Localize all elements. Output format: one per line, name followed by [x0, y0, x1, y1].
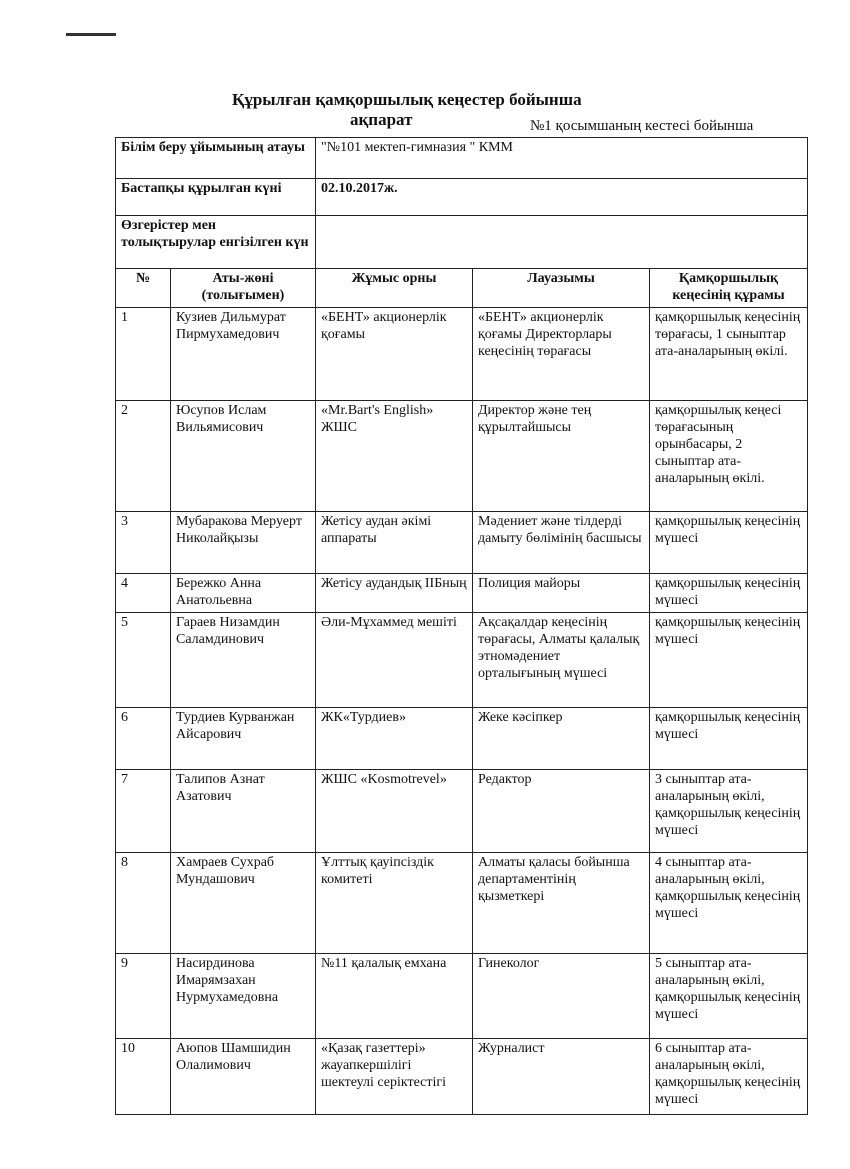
changes-row [116, 216, 808, 269]
org-label: Білім беру ұйымының атауы [116, 138, 316, 179]
member-workplace: №11 қалалық емхана [316, 954, 473, 1039]
member-workplace: Әли-Мұхаммед мешіті [316, 613, 473, 708]
member-council-role: 6 сыныптар ата-аналарының өкілі, қамқоршылық кеңесінің мүшесі [650, 1039, 808, 1115]
row-number: 2 [116, 401, 171, 512]
member-name: Хамраев Сухраб Мундашович [171, 853, 316, 954]
row-number: 9 [116, 954, 171, 1039]
member-workplace: «Mr.Bart's English» ЖШС [316, 401, 473, 512]
member-position: Алматы қаласы бойынша департаментінің қызметкері [473, 853, 650, 954]
member-name: Юсупов Ислам Вильямисович [171, 401, 316, 512]
member-position: Жеке кәсіпкер [473, 708, 650, 770]
table-row [116, 1039, 808, 1115]
founded-label: Бастапқы құрылған күні [116, 179, 316, 216]
member-council-role: 4 сыныптар ата-аналарының өкілі, қамқоршылық кеңесінің мүшесі [650, 853, 808, 954]
member-council-role: қамқоршылық кеңесінің мүшесі [650, 512, 808, 574]
col-name-header: Аты-жөні (толығымен) [171, 269, 316, 308]
col-position-header: Лауазымы [473, 269, 650, 308]
member-name: Турдиев Курванжан Айсарович [171, 708, 316, 770]
member-position: Полиция майоры [473, 574, 650, 613]
row-number: 8 [116, 853, 171, 954]
member-council-role: қамқоршылық кеңесінің мүшесі [650, 574, 808, 613]
member-name: Аюпов Шамшидин Олалимович [171, 1039, 316, 1115]
org-row [116, 138, 808, 179]
member-workplace: «БЕНТ» акционерлік қоғамы [316, 308, 473, 401]
row-number: 10 [116, 1039, 171, 1115]
member-council-role: 3 сыныптар ата-аналарының өкілі, қамқоршылық кеңесінің мүшесі [650, 770, 808, 853]
table-row [116, 708, 808, 770]
member-council-role: қамқоршылық кеңесінің мүшесі [650, 613, 808, 708]
member-name: Бережко Анна Анатольевна [171, 574, 316, 613]
row-number: 6 [116, 708, 171, 770]
table-header-row [116, 269, 808, 308]
member-council-role: қамқоршылық кеңесі төрағасының орынбасары, 2 сыныптар ата-аналарының өкілі. [650, 401, 808, 512]
row-number: 5 [116, 613, 171, 708]
member-council-role: қамқоршылық кеңесінің мүшесі [650, 708, 808, 770]
member-name: Кузиев Дильмурат Пирмухамедович [171, 308, 316, 401]
row-number: 4 [116, 574, 171, 613]
table-row [116, 512, 808, 574]
founded-row [116, 179, 808, 216]
table-row [116, 308, 808, 401]
council-table [115, 137, 808, 1115]
member-workplace: ЖШС «Kosmotrevel» [316, 770, 473, 853]
table-row [116, 613, 808, 708]
row-number: 7 [116, 770, 171, 853]
page-title: Құрылған қамқоршылық кеңестер бойынша [232, 90, 582, 109]
founded-value: 02.10.2017ж. [316, 179, 808, 216]
table-row [116, 770, 808, 853]
row-number: 3 [116, 512, 171, 574]
member-position: Директор және тең құрылтайшысы [473, 401, 650, 512]
scan-artifact [66, 33, 116, 36]
member-workplace: Жетісу аудан әкімі аппараты [316, 512, 473, 574]
member-workplace: Ұлттық қауіпсіздік комитеті [316, 853, 473, 954]
member-council-role: 5 сыныптар ата-аналарының өкілі, қамқоршылық кеңесінің мүшесі [650, 954, 808, 1039]
member-name: Мубаракова Меруерт Николайқызы [171, 512, 316, 574]
page-title-continued: ақпарат [350, 110, 413, 129]
member-position: «БЕНТ» акционерлік қоғамы Директорлары кеңесінің төрағасы [473, 308, 650, 401]
table-row [116, 574, 808, 613]
member-position: Гинеколог [473, 954, 650, 1039]
table-row [116, 853, 808, 954]
col-role-header: Қамқоршылық кеңесінің құрамы [650, 269, 808, 308]
org-value: "№101 мектеп-гимназия " КММ [316, 138, 808, 179]
row-number: 1 [116, 308, 171, 401]
member-name: Гараев Низамдин Саламдинович [171, 613, 316, 708]
member-workplace: «Қазақ газеттері» жауапкершілігі шектеулі серіктестігі [316, 1039, 473, 1115]
member-position: Редактор [473, 770, 650, 853]
table-row [116, 954, 808, 1039]
member-workplace: ЖК«Турдиев» [316, 708, 473, 770]
col-work-header: Жұмыс орны [316, 269, 473, 308]
member-name: Талипов Азнат Азатович [171, 770, 316, 853]
member-workplace: Жетісу аудандық ІІБның [316, 574, 473, 613]
member-council-role: қамқоршылық кеңесінің төрағасы, 1 сыныптар ата-аналарының өкілі. [650, 308, 808, 401]
member-position: Мәдениет және тілдерді дамыту бөлімінің басшысы [473, 512, 650, 574]
changes-label: Өзгерістер мен толықтырулар енгізілген күн [116, 216, 316, 269]
member-position: Журналист [473, 1039, 650, 1115]
member-position: Ақсақалдар кеңесінің төрағасы, Алматы қалалық этномәдениет орталығының мүшесі [473, 613, 650, 708]
col-number-header: № [116, 269, 171, 308]
member-name: Насирдинова Имарямзахан Нурмухамедовна [171, 954, 316, 1039]
changes-value [316, 216, 808, 269]
appendix-reference: №1 қосымшаның кестесі бойынша [530, 118, 754, 134]
table-row [116, 401, 808, 512]
